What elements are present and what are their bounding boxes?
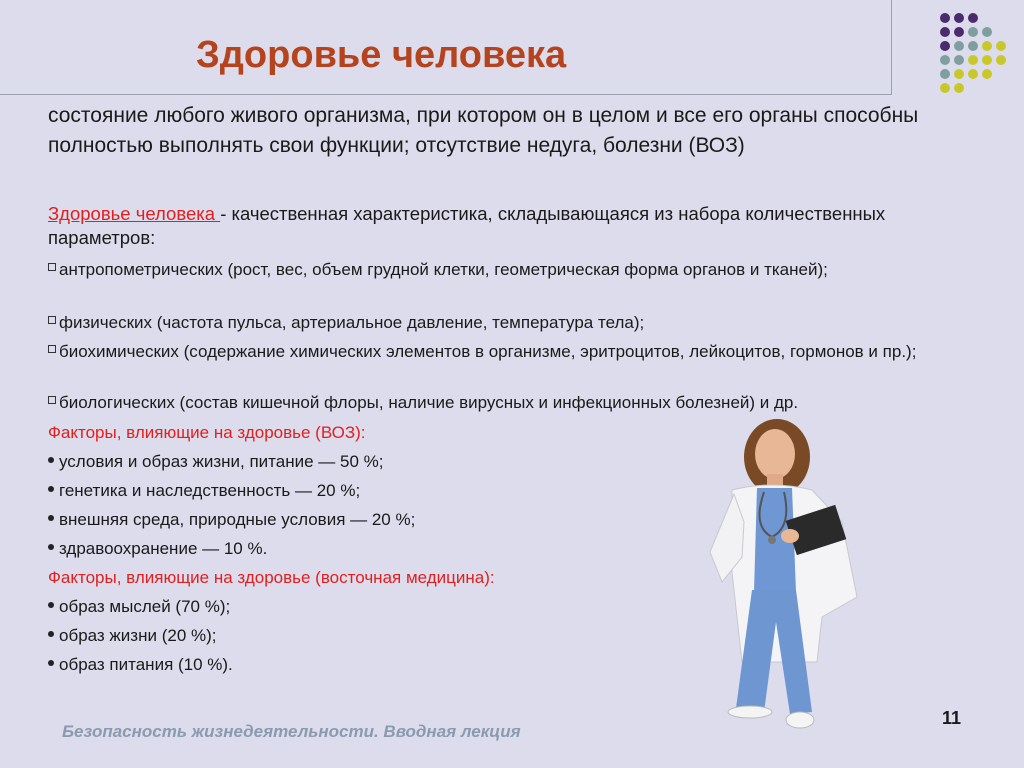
factor-text: образ питания (10 %). xyxy=(59,655,233,674)
parameter-text: физических (частота пульса, артериальное давление, температура тела); xyxy=(59,313,645,332)
parameter-text: биологических (состав кишечной флоры, наличие вирусных и инфекционных болезней) и др. xyxy=(59,393,799,412)
dot-icon xyxy=(954,13,964,23)
factors-who-heading: Факторы, влияющие на здоровье (ВОЗ): xyxy=(48,423,366,442)
dot-icon xyxy=(982,27,992,37)
term-description: - качественная характеристика, складывающаяся из набора количественных параметров: xyxy=(48,203,886,248)
parameter-item xyxy=(48,340,928,364)
factor-text: внешняя среда, природные условия — 20 %; xyxy=(59,510,416,529)
bullet-icon xyxy=(48,515,54,521)
factors-east-heading: Факторы, влияющие на здоровье (восточная медицина): xyxy=(48,568,495,587)
title-underline xyxy=(0,94,892,95)
factor-text: образ мыслей (70 %); xyxy=(59,597,231,616)
square-bullet-icon xyxy=(48,316,56,324)
factor-text: здравоохранение — 10 %. xyxy=(59,539,268,558)
dot-icon xyxy=(954,27,964,37)
dot-icon xyxy=(940,41,950,51)
parameter-item xyxy=(48,258,928,282)
doctor-icon xyxy=(672,412,877,742)
dot-icon xyxy=(968,27,978,37)
slide-title: Здоровье человека xyxy=(196,34,567,76)
dot-icon xyxy=(968,13,978,23)
dot-icon xyxy=(982,55,992,65)
parameter-item xyxy=(48,311,928,335)
dot-icon xyxy=(940,13,950,23)
dot-icon xyxy=(996,55,1006,65)
dot-icon xyxy=(968,41,978,51)
term-paragraph xyxy=(48,202,928,250)
dot-icon xyxy=(940,83,950,93)
bullet-icon xyxy=(48,457,54,463)
dot-icon xyxy=(982,69,992,79)
factor-text: образ жизни (20 %); xyxy=(59,626,217,645)
factor-text: генетика и наследственность — 20 %; xyxy=(59,481,361,500)
square-bullet-icon xyxy=(48,263,56,271)
parameter-text: биохимических (содержание химических элементов в организме, эритроцитов, лейкоцитов, гормонов и пр.); xyxy=(59,342,917,361)
term-label: Здоровье человека xyxy=(48,203,221,224)
dot-icon xyxy=(954,69,964,79)
dot-icon xyxy=(954,55,964,65)
square-bullet-icon xyxy=(48,345,56,353)
square-bullet-icon xyxy=(48,396,56,404)
parameter-text: антропометрических (рост, вес, объем грудной клетки, геометрическая форма органов и тканей); xyxy=(59,260,828,279)
dot-icon xyxy=(968,69,978,79)
bullet-icon xyxy=(48,660,54,666)
dot-icon xyxy=(954,41,964,51)
dot-icon xyxy=(982,41,992,51)
dot-icon xyxy=(940,27,950,37)
bullet-icon xyxy=(48,486,54,492)
dot-icon xyxy=(954,83,964,93)
dot-icon xyxy=(940,55,950,65)
page-number: 11 xyxy=(942,708,962,728)
decorative-dot-grid xyxy=(936,13,1012,93)
factor-text: условия и образ жизни, питание — 50 %; xyxy=(59,452,384,471)
definition-text: состояние любого живого организма, при котором он в целом и все его органы способны полностью выполнять свои функции; отсутствие недуга, болезни (ВОЗ) xyxy=(48,104,919,157)
dot-icon xyxy=(996,41,1006,51)
bullet-icon xyxy=(48,631,54,637)
footer-text: Безопасность жизнедеятельности. Вводная лекция xyxy=(62,722,521,741)
dot-icon xyxy=(940,69,950,79)
bullet-icon xyxy=(48,602,54,608)
bullet-icon xyxy=(48,544,54,550)
title-divider xyxy=(891,0,892,95)
dot-icon xyxy=(968,55,978,65)
